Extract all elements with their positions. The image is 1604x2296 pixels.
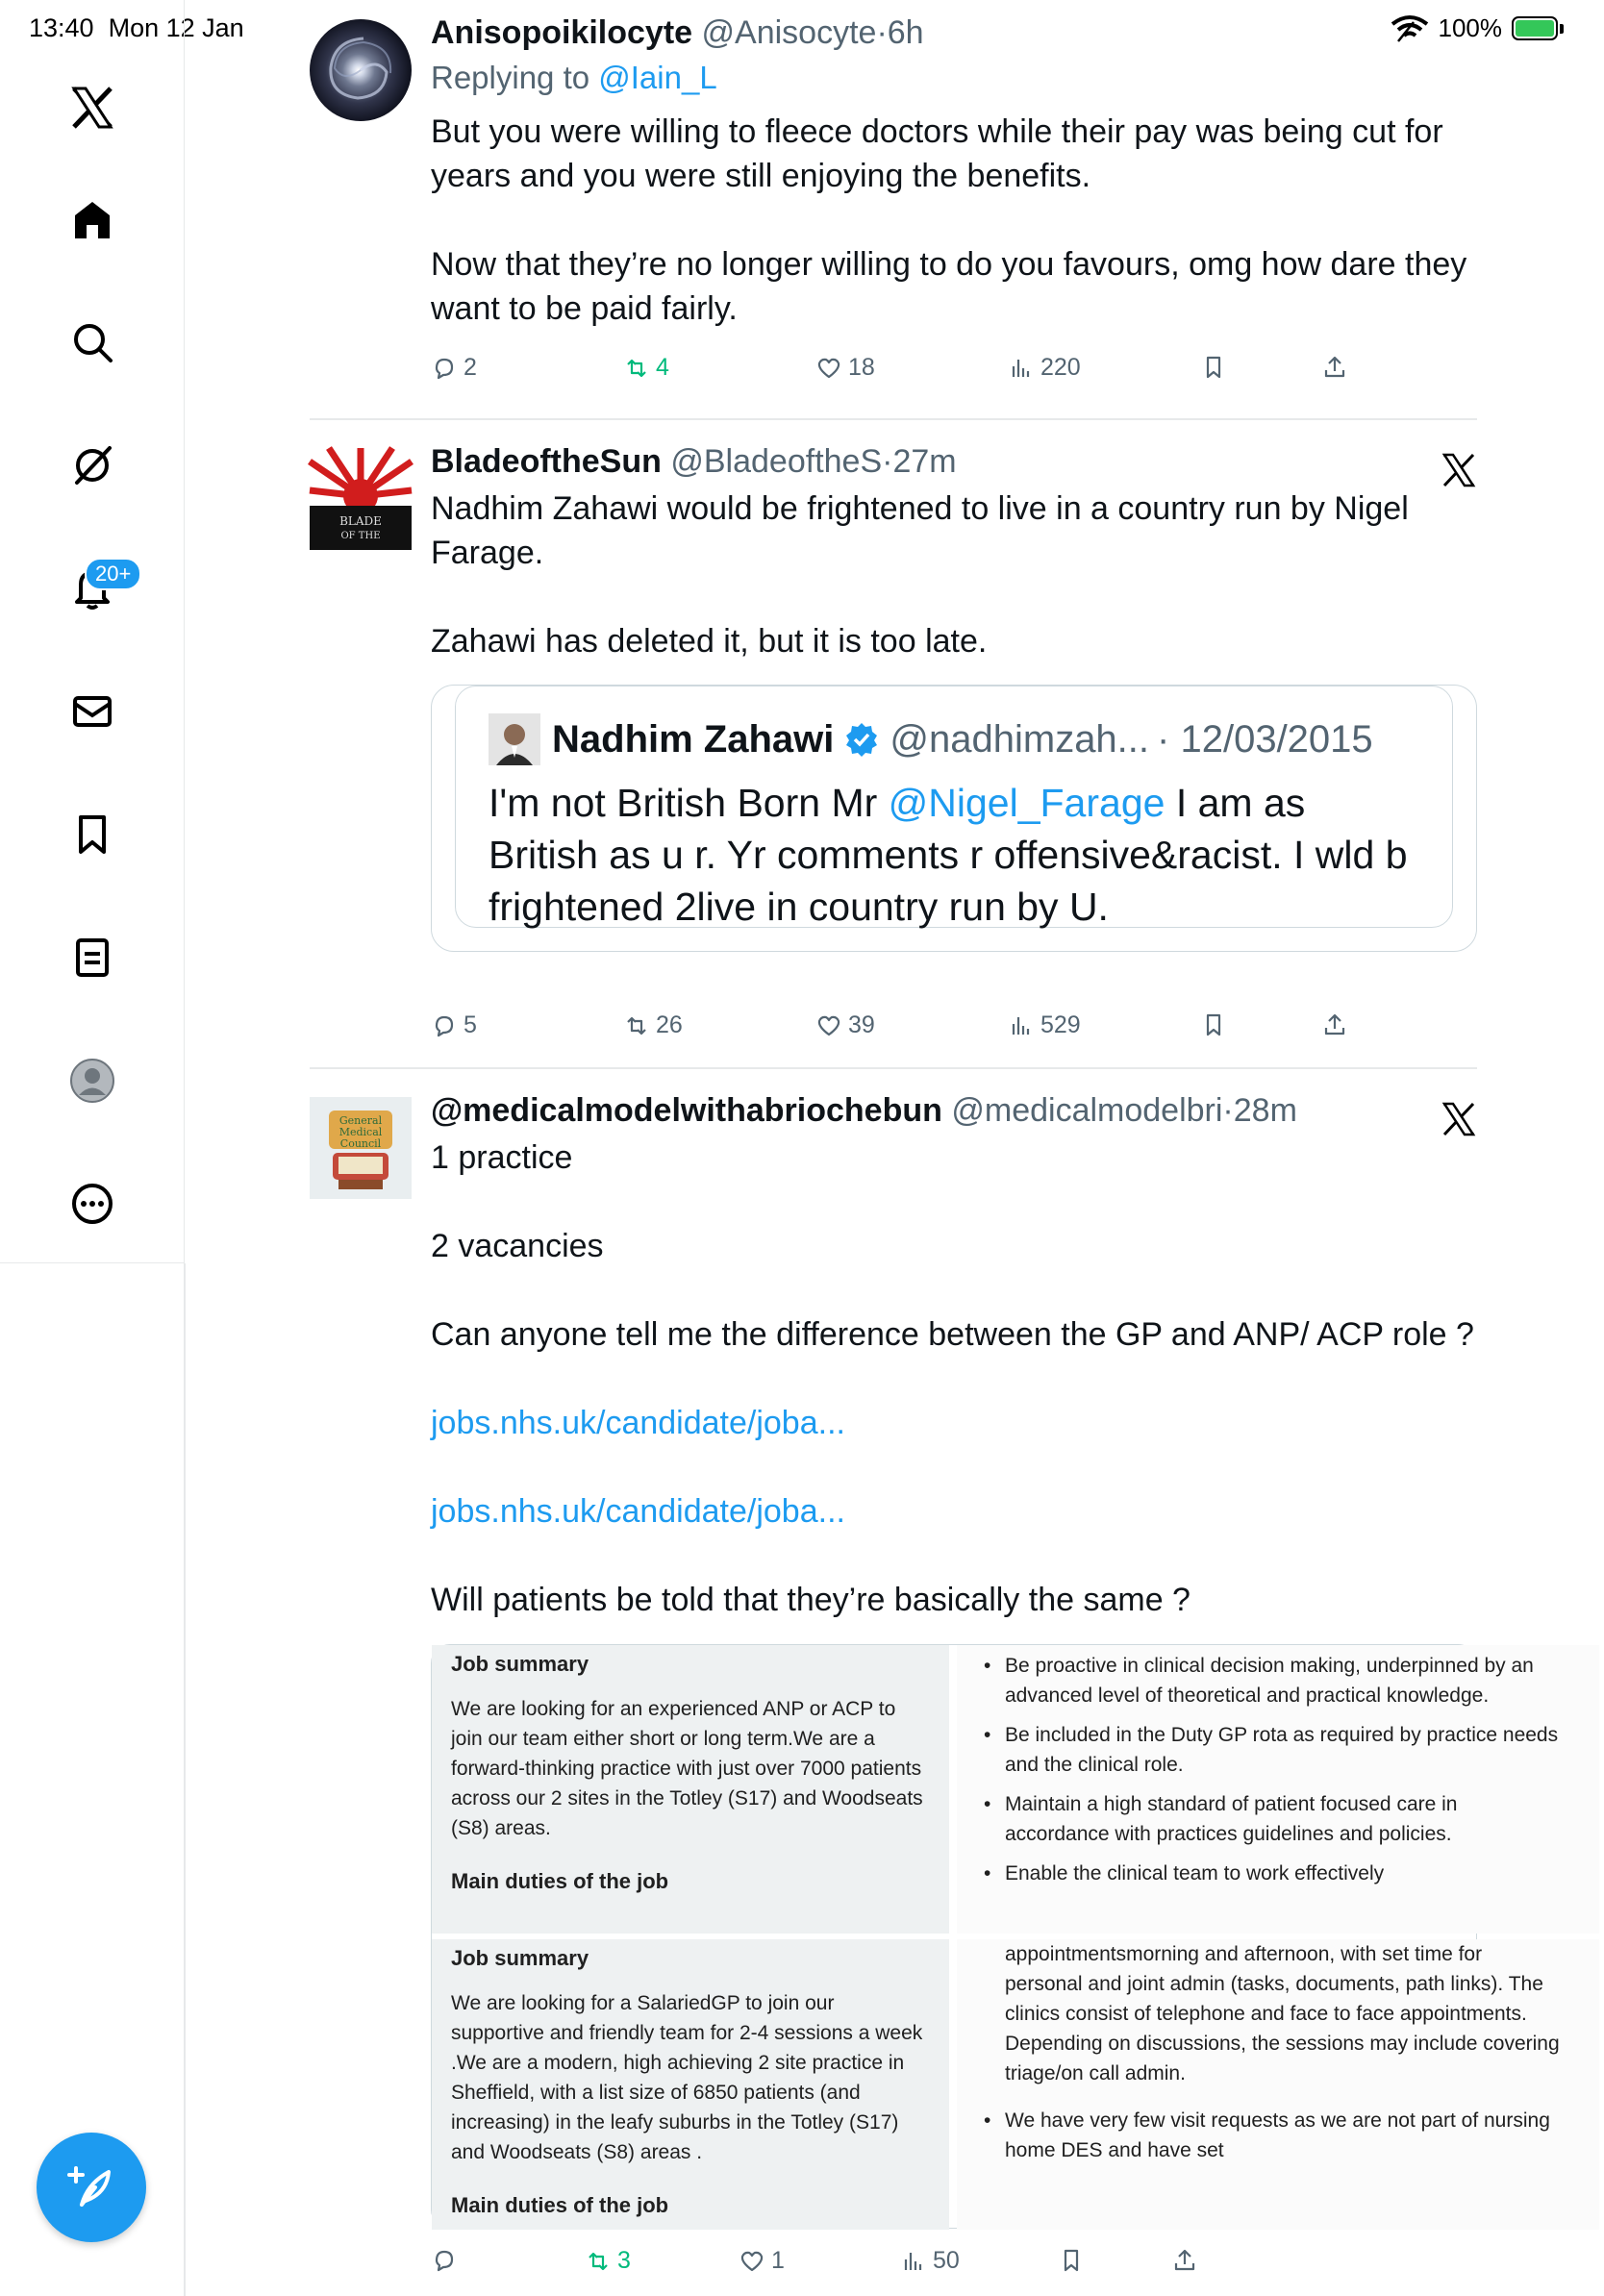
avatar[interactable] bbox=[310, 1097, 412, 1199]
tweet-paragraph: But you were willing to fleece doctors while their pay was being cut for years and you were still enjoying the benefits. bbox=[431, 113, 1443, 194]
views-button[interactable] bbox=[900, 2247, 960, 2275]
avatar-text-line: Medical bbox=[338, 1126, 383, 1138]
heart-icon bbox=[739, 2248, 765, 2275]
display-name[interactable]: BladeoftheSun bbox=[431, 443, 662, 480]
like-button[interactable] bbox=[815, 354, 875, 382]
share-button[interactable] bbox=[1321, 1011, 1348, 1038]
sidebar-divider bbox=[184, 1263, 186, 2296]
repost-count: 26 bbox=[656, 1011, 683, 1038]
panel-bullet: • Enable the clinical team to work effectively bbox=[980, 1859, 1561, 1888]
handle[interactable]: @Anisocyte bbox=[701, 14, 877, 51]
handle[interactable]: @BladeoftheS bbox=[670, 443, 883, 480]
panel-subheading: Main duties of the job bbox=[451, 2193, 669, 2217]
avatar-text-line: General bbox=[338, 1114, 383, 1127]
quote-handle: @nadhimzah... bbox=[890, 718, 1150, 761]
share-icon bbox=[1171, 2247, 1198, 2274]
battery-icon bbox=[1512, 16, 1564, 40]
grok-icon[interactable] bbox=[58, 431, 127, 500]
like-count: 39 bbox=[848, 1011, 875, 1038]
repost-button[interactable] bbox=[623, 1011, 683, 1039]
bookmark-icon bbox=[1058, 2247, 1085, 2274]
replying-to bbox=[431, 58, 1477, 98]
timestamp[interactable]: 6h bbox=[887, 14, 924, 51]
reply-button[interactable] bbox=[431, 2247, 464, 2274]
heart-icon bbox=[815, 1012, 842, 1039]
panel-bullet: • Maintain a high standard of patient focused care in accordance with practices guidelines and policies. bbox=[980, 1789, 1561, 1849]
bookmark-button[interactable] bbox=[1200, 354, 1227, 381]
quote-avatar bbox=[489, 713, 540, 765]
image-panel-anp-summary bbox=[432, 1645, 949, 1934]
tweet-paragraph: Will patients be told that they’re basically the same ? bbox=[431, 1582, 1190, 1618]
battery-percent: 100% bbox=[1438, 13, 1502, 42]
separator: · bbox=[882, 443, 893, 480]
verified-badge-icon bbox=[843, 721, 880, 758]
rising-sun-image bbox=[310, 448, 412, 550]
x-logo-icon[interactable] bbox=[1441, 452, 1477, 488]
tweet-paragraph: Can anyone tell me the difference between the GP and ANP/ ACP role ? bbox=[431, 1316, 1474, 1353]
repost-button[interactable] bbox=[585, 2247, 631, 2275]
quote-header bbox=[489, 713, 1419, 765]
status-date: Mon 12 Jan bbox=[108, 13, 244, 42]
share-button[interactable] bbox=[1321, 354, 1348, 381]
bookmark-button[interactable] bbox=[1200, 1011, 1227, 1038]
tweet-link[interactable]: jobs.nhs.uk/candidate/joba... bbox=[431, 1493, 845, 1530]
tweet-paragraph: Now that they’re no longer willing to do you favours, omg how dare they want to be paid fairly. bbox=[431, 246, 1467, 327]
reply-icon bbox=[431, 355, 458, 382]
panel-heading: Job summary bbox=[451, 1946, 589, 1970]
views-button[interactable] bbox=[1008, 1011, 1081, 1039]
image-panel-anp-duties bbox=[957, 1645, 1599, 1934]
like-button[interactable] bbox=[739, 2247, 785, 2275]
views-icon bbox=[1008, 355, 1035, 382]
avatar-text-line: OF THE bbox=[340, 531, 381, 541]
share-icon bbox=[1321, 354, 1348, 381]
x-logo-icon[interactable] bbox=[1441, 1101, 1477, 1137]
timestamp[interactable]: 27m bbox=[892, 443, 957, 480]
profile-icon[interactable] bbox=[58, 1046, 127, 1115]
tweet-text bbox=[431, 110, 1477, 331]
avatar-text-line: Council bbox=[339, 1137, 382, 1150]
home-icon[interactable] bbox=[58, 185, 127, 254]
reply-button[interactable] bbox=[431, 1011, 477, 1039]
galaxy-image bbox=[310, 19, 412, 121]
separator: · bbox=[876, 14, 888, 51]
repost-count: 3 bbox=[617, 2247, 631, 2274]
messages-icon[interactable] bbox=[58, 677, 127, 746]
like-count: 18 bbox=[848, 354, 875, 381]
image-panel-gp-summary bbox=[432, 1939, 949, 2230]
lists-icon[interactable] bbox=[58, 923, 127, 992]
image-panel-gp-duties bbox=[957, 1939, 1599, 2230]
tweet-header bbox=[431, 13, 1477, 52]
status-time-clock: 13:40 bbox=[29, 13, 94, 42]
bookmark-icon bbox=[1200, 1011, 1227, 1038]
quote-name: Nadhim Zahawi bbox=[552, 718, 835, 761]
panel-subheading: Main duties of the job bbox=[451, 1869, 669, 1893]
panel-bullet: • Be proactive in clinical decision making, underpinned by an advanced level of theoretical and practical knowledge. bbox=[980, 1651, 1561, 1710]
reply-icon bbox=[431, 1012, 458, 1039]
repost-icon bbox=[623, 1012, 650, 1039]
display-name[interactable]: @medicalmodelwithabriochebun bbox=[431, 1092, 942, 1129]
x-logo-icon[interactable] bbox=[58, 73, 127, 142]
quoted-tweet-screenshot bbox=[455, 686, 1453, 928]
tweet-header bbox=[431, 1091, 1477, 1130]
tweet-paragraph: 1 practice bbox=[431, 1139, 573, 1176]
reply-button[interactable] bbox=[431, 354, 477, 382]
display-name[interactable]: Anisopoikilocyte bbox=[431, 14, 693, 51]
tweet-actions bbox=[431, 2247, 1373, 2285]
share-icon bbox=[1321, 1011, 1348, 1038]
tweet-paragraph: Zahawi has deleted it, but it is too late. bbox=[431, 623, 988, 660]
quote-text-part: I am as British as u r. Yr comments r offensive&racist. I wld b frightened 2live in country run by U. bbox=[489, 781, 1408, 929]
heart-icon bbox=[815, 355, 842, 382]
quote-text bbox=[489, 777, 1419, 933]
avatar[interactable] bbox=[310, 448, 412, 550]
views-count: 220 bbox=[1040, 354, 1081, 381]
tweet-text bbox=[431, 1136, 1477, 1622]
tweet-actions bbox=[431, 1011, 1373, 1050]
repost-count: 4 bbox=[656, 354, 669, 381]
panel-bullet: • Be included in the Duty GP rota as required by practice needs and the clinical role. bbox=[980, 1720, 1561, 1780]
repost-icon bbox=[585, 2248, 612, 2275]
repost-icon bbox=[623, 355, 650, 382]
tweet-header bbox=[431, 442, 1477, 481]
panel-heading: Job summary bbox=[451, 1652, 589, 1676]
reply-count: 2 bbox=[464, 354, 477, 381]
tweet-bladeofthesun[interactable] bbox=[310, 442, 1477, 1058]
quoted-image[interactable] bbox=[431, 685, 1477, 952]
panel-text: appointmentsmorning and afternoon, with set time for personal and joint admin (tasks, documents, path links). The clinics consist of telephone and face to face appointments. Depending on discussions, the sessions may include covering triage/on call admin. bbox=[1005, 1943, 1560, 2084]
bookmarks-icon[interactable] bbox=[58, 800, 127, 869]
timestamp[interactable]: 28m bbox=[1233, 1092, 1297, 1129]
notifications-badge: 20+ bbox=[85, 558, 141, 590]
more-icon[interactable] bbox=[58, 1169, 127, 1238]
quote-mention: @Nigel_Farage bbox=[888, 781, 1165, 825]
separator: · bbox=[1222, 1092, 1234, 1129]
share-button[interactable] bbox=[1171, 2247, 1198, 2274]
tweet-paragraph: Nadhim Zahawi would be frightened to live in a country run by Nigel Farage. bbox=[431, 490, 1409, 571]
views-button[interactable] bbox=[1008, 354, 1081, 382]
compose-button[interactable] bbox=[37, 2133, 146, 2242]
replying-to-handle[interactable]: @Iain_L bbox=[598, 60, 717, 95]
repost-button[interactable] bbox=[623, 354, 669, 382]
replying-to-label: Replying to bbox=[431, 60, 599, 95]
like-count: 1 bbox=[771, 2247, 785, 2274]
attached-image[interactable] bbox=[431, 1644, 1560, 2229]
tweet-divider bbox=[310, 418, 1477, 420]
avatar-text-line: BLADE bbox=[339, 514, 382, 528]
tweet-anisocyte[interactable] bbox=[310, 13, 1477, 398]
compose-feather-icon bbox=[63, 2159, 120, 2216]
panel-text: We are looking for a SalariedGP to join our supportive and friendly team for 2-4 sessions a week .We are a modern, high achieving 2 site practice in Sheffield, with a list size of 6850 patients (and increasing) in the leafy suburbs in the Totley (S17) and Woodseats (S8) areas . bbox=[451, 1992, 923, 2163]
handle[interactable]: @medicalmodelbri bbox=[951, 1092, 1223, 1129]
views-count: 529 bbox=[1040, 1011, 1081, 1038]
reply-count: 5 bbox=[464, 1011, 477, 1038]
quote-text-part: I'm not British Born Mr bbox=[489, 781, 889, 825]
tweet-divider bbox=[310, 1067, 1477, 1069]
tweet-paragraph: 2 vacancies bbox=[431, 1228, 604, 1264]
avatar[interactable] bbox=[310, 19, 412, 121]
views-icon bbox=[900, 2248, 927, 2275]
like-button[interactable] bbox=[815, 1011, 875, 1039]
views-icon bbox=[1008, 1012, 1035, 1039]
bookmark-button[interactable] bbox=[1058, 2247, 1085, 2274]
tweet-actions bbox=[431, 354, 1373, 392]
panel-text: We are looking for an experienced ANP or ACP to join our team either short or long term.We are a forward-thinking practice with just over 7000 patients across our 2 sites in the Totley (S17) and Woodseats (S8) areas. bbox=[451, 1698, 923, 1839]
tweet-link[interactable]: jobs.nhs.uk/candidate/joba... bbox=[431, 1405, 845, 1441]
bookmark-icon bbox=[1200, 354, 1227, 381]
gmc-parody-image bbox=[310, 1097, 412, 1199]
panel-bullet: • We have very few visit requests as we are not part of nursing home DES and have set bbox=[980, 2106, 1561, 2165]
search-icon[interactable] bbox=[58, 308, 127, 377]
reply-icon bbox=[431, 2247, 458, 2274]
tweet-medicalmodel[interactable] bbox=[310, 1091, 1560, 2296]
views-count: 50 bbox=[933, 2247, 960, 2274]
quote-date: · 12/03/2015 bbox=[1157, 718, 1373, 761]
tweet-text bbox=[431, 487, 1477, 663]
